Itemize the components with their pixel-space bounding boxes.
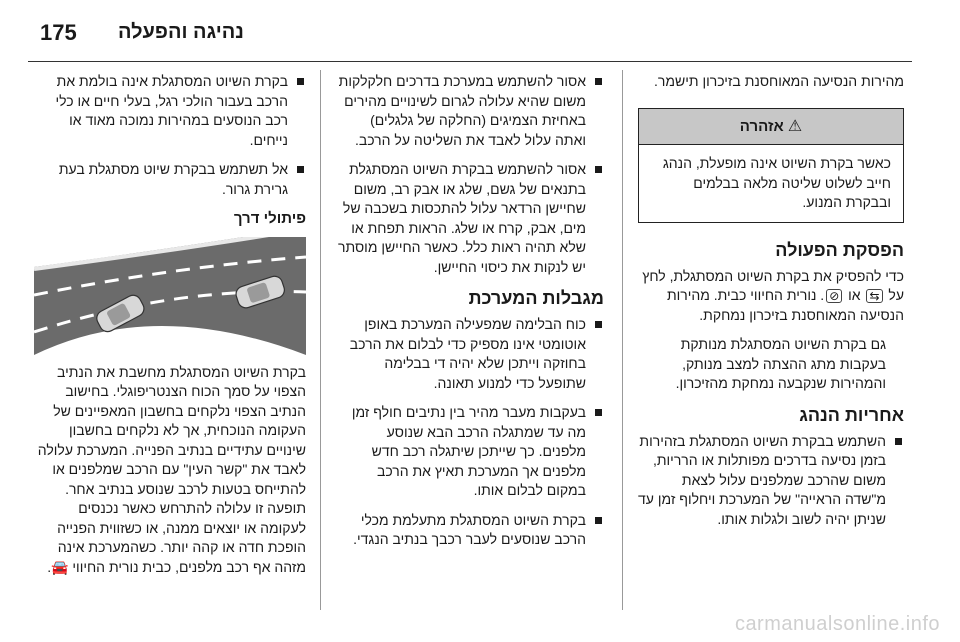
cancel-text-end: . נורית החיווי כבית. מהירות הנסיעה המאוחסנת בזיכרון נמחקת.	[666, 287, 904, 323]
system-limits-heading: מגבלות המערכת	[468, 288, 604, 308]
curves-paragraph: בקרת השיוט המסתגלת מחשבת את הנתיב הצפוי על סמך הכוח הצנטריפוגלי. בחישוב הנתיב הצפוי נלקחים בחשבון המאפיינים של העקומה הנוכחית, אך לא נלקחים בחשבון שינויים עתידיים בנתיב הפנייה. המערכת עלולה לאבד את "קשר העין" עם הרכב שמלפנים או להתייחס בטעות לרכב שנוסע בנתיב אחר. תופעה זו עלולה להתרחש כאשר נכנסים לעקומה או יוצאים ממנה, או כשזווית הפנייה הופכת חדה או קהה יותר. כשהמערכת אינה מזהה אף רכב מלפנים, כבית נורית החיווי 🚘.	[37, 363, 306, 575]
bullet-square-icon	[595, 409, 602, 416]
bullet-text: כוח הבלימה שמפעילה המערכת באופן אוטומטי אינו מספיק כדי לבלום את הרכב בחוזקה וייתכן שלא יהיה די בבלימה שתופעל כדי למנוע תאונה.	[349, 316, 586, 391]
bullet-text: השתמש בבקרת השיוט המסתגלת בזהירות בזמן נסיעה בדרכים מפותלות או הרריות, משום שהרכב שמלפנים עלול לצאת מ"שדה הראייה" של המערכת ויחלוף זמן עד שניתן יהיה לשוב ולגלות אותו.	[638, 432, 886, 527]
bullet-text: בקרת השיוט המסתגלת אינה בולמת את הרכב בעבור הולכי רגל, בעלי חיים או כלי רכב הנוסעים במהירות נמוכה מאוד או נייחים.	[55, 73, 288, 148]
warning-body: כאשר בקרת השיוט אינה מופעלת, הנהג חייב לשלוט שליטה מלאה בבלמים ובבקרת המנוע.	[662, 155, 891, 210]
bullet-item	[338, 72, 604, 150]
warning-triangle-icon: ⚠	[787, 117, 803, 135]
cancel-text-start: כדי להפסיק את בקרת השיוט המסתגלת, לחץ על	[642, 267, 904, 303]
warning-box	[638, 108, 904, 223]
curves-text: בקרת השיוט המסתגלת מחשבת את הנתיב הצפוי על סמך הכוח הצנטריפוגלי. בחישוב הנתיב הצפוי נלקחים בחשבון המאפיינים של העקומה הנוכחית, אך לא נלקחים בחשבון שינויים עתידיים בנתיב הפנייה. המערכת עלולה לאבד את "קשר העין" עם הרכב שמלפנים או להתייחס בטעות לרכב שנוסע בנתיב אחר. תופעה זו עלולה להתרחש כאשר נכנסים לעקומה או יוצאים ממנה, או כשזווית הפנייה הופכת חדה או קהה יותר. כשהמערכת אינה מזהה אף רכב מלפנים, כבית נורית החיווי	[37, 363, 306, 575]
bullet-text: אל תשתמש בבקרת שיוט מסתגלת בעת גרירת גרור.	[58, 161, 288, 197]
bullet-square-icon	[297, 78, 304, 85]
bullet-item	[338, 511, 604, 550]
column-divider-right	[622, 70, 623, 610]
bullet-square-icon	[595, 78, 602, 85]
header-divider	[28, 61, 912, 62]
bullet-text: בקרת השיוט המסתגלת מתעלמת מכלי הרכב שנוסעים לעבר רכבך בנתיב הנגדי.	[353, 511, 586, 547]
cancel-text-or: או	[848, 287, 861, 303]
watermark: carmanualsonline.info	[734, 613, 940, 635]
driver-responsibility-heading: אחריות הנהג	[799, 404, 904, 425]
bullet-square-icon	[297, 166, 304, 173]
bullet-item	[34, 160, 306, 199]
bullet-text: בעקבות מעבר מהיר בין נתיבים חולף זמן מה עד שמתגלה הרכב הבא שנוסע מלפנים. כך שייתכן שיתגלה רכב חדש מלפנים אך המערכת תאיץ את הרכב במקום לבלום אותו.	[351, 404, 586, 498]
bullet-item	[338, 160, 604, 277]
warning-header	[639, 109, 903, 146]
warning-title: אזהרה	[739, 117, 784, 135]
cancel-paragraph-2: גם בקרת השיוט המסתגלת מנותקת בעקבות מתג ההצתה למצב מנותק, והמהירות שנקבעה נמחקת מהזיכרון.	[675, 336, 886, 391]
bullet-square-icon	[895, 438, 902, 445]
curve-road-illustration	[34, 237, 306, 355]
road-curves-heading: פיתולי דרך	[233, 210, 306, 227]
page-number: 175	[40, 20, 77, 45]
bullet-item	[34, 72, 306, 150]
bullet-square-icon	[595, 166, 602, 173]
cruise-indicator-icon: 🚘	[51, 558, 69, 575]
bullet-text: אסור להשתמש במערכת בדרכים חלקלקות משום שהיא עלולה לגרום לשינויים מהירים באחיזת הצמיגים (החלקה של גלגלים) ואתה עלול לאבד את השליטה על הרכב.	[338, 73, 586, 148]
intro-text: מהירות הנסיעה המאוחסנת בזיכרון תישמר.	[654, 73, 904, 89]
cancel-paragraph	[638, 267, 904, 326]
bullet-square-icon	[595, 517, 602, 524]
bullet-item	[338, 315, 604, 393]
bullet-item	[338, 403, 604, 501]
bullet-item	[638, 432, 904, 530]
cancel-button-icon: ⊘	[826, 289, 842, 303]
column-divider-left	[320, 70, 321, 610]
distance-button-icon: ⇆	[866, 289, 882, 303]
bullet-text: אסור להשתמש בבקרת השיוט המסתגלת בתנאים של גשם, שלג או אבק רב, משום שחיישן הרדאר עלול להתכסות בשכבה של מים, אבק, קרח או שלג. הראות תפחת או שלא תהיה ראות כלל. כאשר החיישן מוסתר יש לנקות את כיסוי החיישן.	[337, 161, 586, 275]
column-right	[638, 72, 904, 539]
page-title: נהיגה והפעלה	[118, 21, 244, 43]
cancel-heading: הפסקת הפעולה	[775, 239, 904, 260]
bullet-square-icon	[595, 321, 602, 328]
column-left	[34, 72, 306, 587]
column-middle	[338, 72, 604, 560]
